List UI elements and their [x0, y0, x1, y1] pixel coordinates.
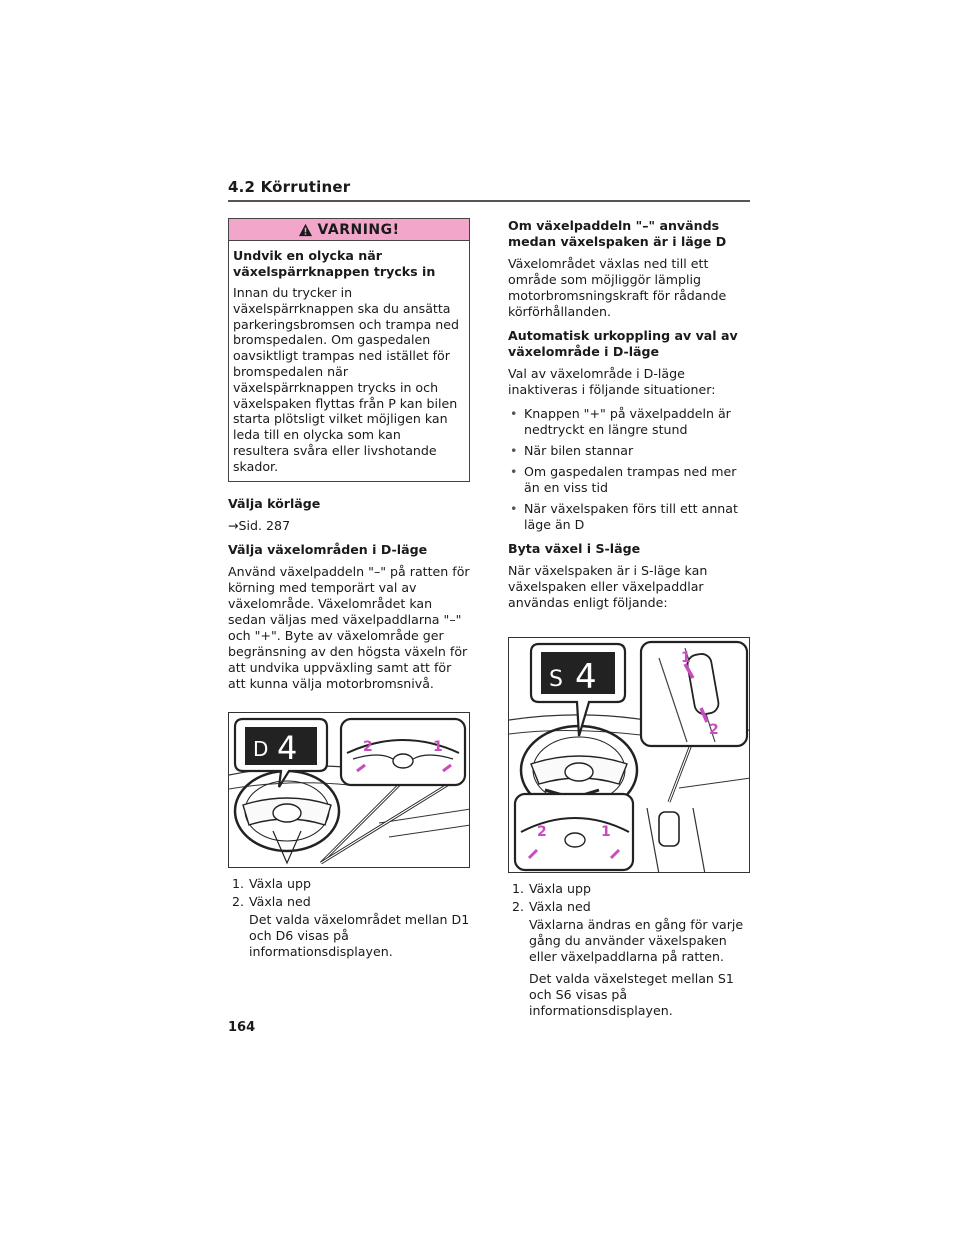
paddle-label-2: 2 [537, 824, 547, 840]
warning-icon [298, 223, 313, 237]
steps-list-s [512, 881, 750, 915]
list-item: 2. Växla ned [512, 899, 591, 914]
warning-header [229, 219, 469, 241]
list-item: 1. Växla upp [232, 875, 311, 891]
warning-body [229, 241, 469, 481]
heading-valja-korlage: Välja körläge [228, 495, 321, 511]
list-item: • När bilen stannar [508, 443, 750, 459]
warning-text: Innan du trycker in växelspärrknappen ska du ansätta parkeringsbromsen och trampa ned bromspedalen. Om gaspedalen oavsiktligt trampas ned istället för bromspedalen när växelspärrknappen trycks in och växelspaken flyttas från P kan bilen starta plötsligt vilket möjligen kan leda till en olycka som kan resultera svåra eller livshotande skador. [233, 285, 460, 474]
list-item: • När växelspaken förs till ett annat läge än D [508, 501, 750, 533]
paragraph-auto-release: Val av växelområde i D-läge inaktiveras i följande situationer: [508, 366, 716, 397]
list-item: 1. Växla upp [512, 881, 591, 896]
warning-label: VARNING! [317, 221, 400, 238]
figure-steering-s4 [508, 637, 750, 873]
illustration-shift-lever-s [509, 638, 750, 873]
callout-label-2: 2 [709, 722, 719, 738]
page-number: 164 [228, 1020, 256, 1035]
heading-paddle-in-d: Om växelpaddeln "–" används medan växelspaken är i läge D [508, 218, 727, 249]
note-d-display: Det valda växelområdet mellan D1 och D6 visas på informationsdisplayen. [249, 911, 470, 959]
warning-heading: Undvik en olycka när växelspärrknappen trycks in [233, 248, 436, 279]
paragraph-s-lage: När växelspaken är i S-läge kan växelspaken eller växelpaddlar användas enligt följande: [508, 563, 708, 610]
heading-auto-release: Automatisk urkoppling av val av växelområde i D-läge [508, 328, 738, 359]
section-title: 4.2 Körrutiner [228, 178, 351, 196]
section-header [228, 178, 750, 202]
display-gear-number: 4 [277, 728, 298, 767]
section-rule [228, 200, 750, 202]
right-column [508, 218, 750, 1025]
steps-list-d [232, 876, 470, 910]
list-item: • Om gaspedalen trampas ned mer än en viss tid [508, 464, 750, 496]
illustration-steering-paddles-d [229, 713, 470, 868]
paddle-label-1: 1 [601, 824, 611, 840]
display-mode-letter: S [549, 667, 563, 692]
paragraph-d-lage: Använd växelpaddeln "–" på ratten för körning med temporärt val av växelområde. Växelområdet kan sedan väljas med växelpaddlarna "–" och "+". Byte av växelområde ger begränsning av den högsta växeln för att undvika uppväxling samt att för att kunna välja motorbromsnivå. [228, 563, 470, 691]
paragraph-paddle-in-d: Växelområdet växlas ned till ett område som möjliggör lämplig motorbromsningskraft för rådande körförhållanden. [508, 256, 727, 319]
figure-steering-d4 [228, 712, 470, 868]
callout-label-2: 2 [363, 738, 373, 755]
note-s-display: Det valda växelsteget mellan S1 och S6 visas på informationsdisplayen. [529, 971, 734, 1018]
note-s-shift: Växlarna ändras en gång för varje gång du använder växelspaken eller växelpaddlarna på ratten. [529, 917, 744, 964]
page-reference: →Sid. 287 [228, 517, 291, 533]
left-column [228, 218, 470, 966]
auto-release-bullets [508, 406, 750, 533]
heading-d-lage: Välja växelområden i D-läge [228, 541, 428, 557]
display-gear-number: 4 [575, 657, 597, 697]
display-mode-letter: D [253, 736, 269, 761]
callout-label-1: 1 [681, 650, 691, 666]
callout-label-1: 1 [433, 738, 443, 755]
heading-s-lage: Byta växel i S-läge [508, 541, 641, 556]
warning-box [228, 218, 470, 482]
list-item: • Knappen "+" på växelpaddeln är nedtryckt en längre stund [508, 406, 750, 438]
list-item: 2. Växla ned [232, 893, 311, 909]
